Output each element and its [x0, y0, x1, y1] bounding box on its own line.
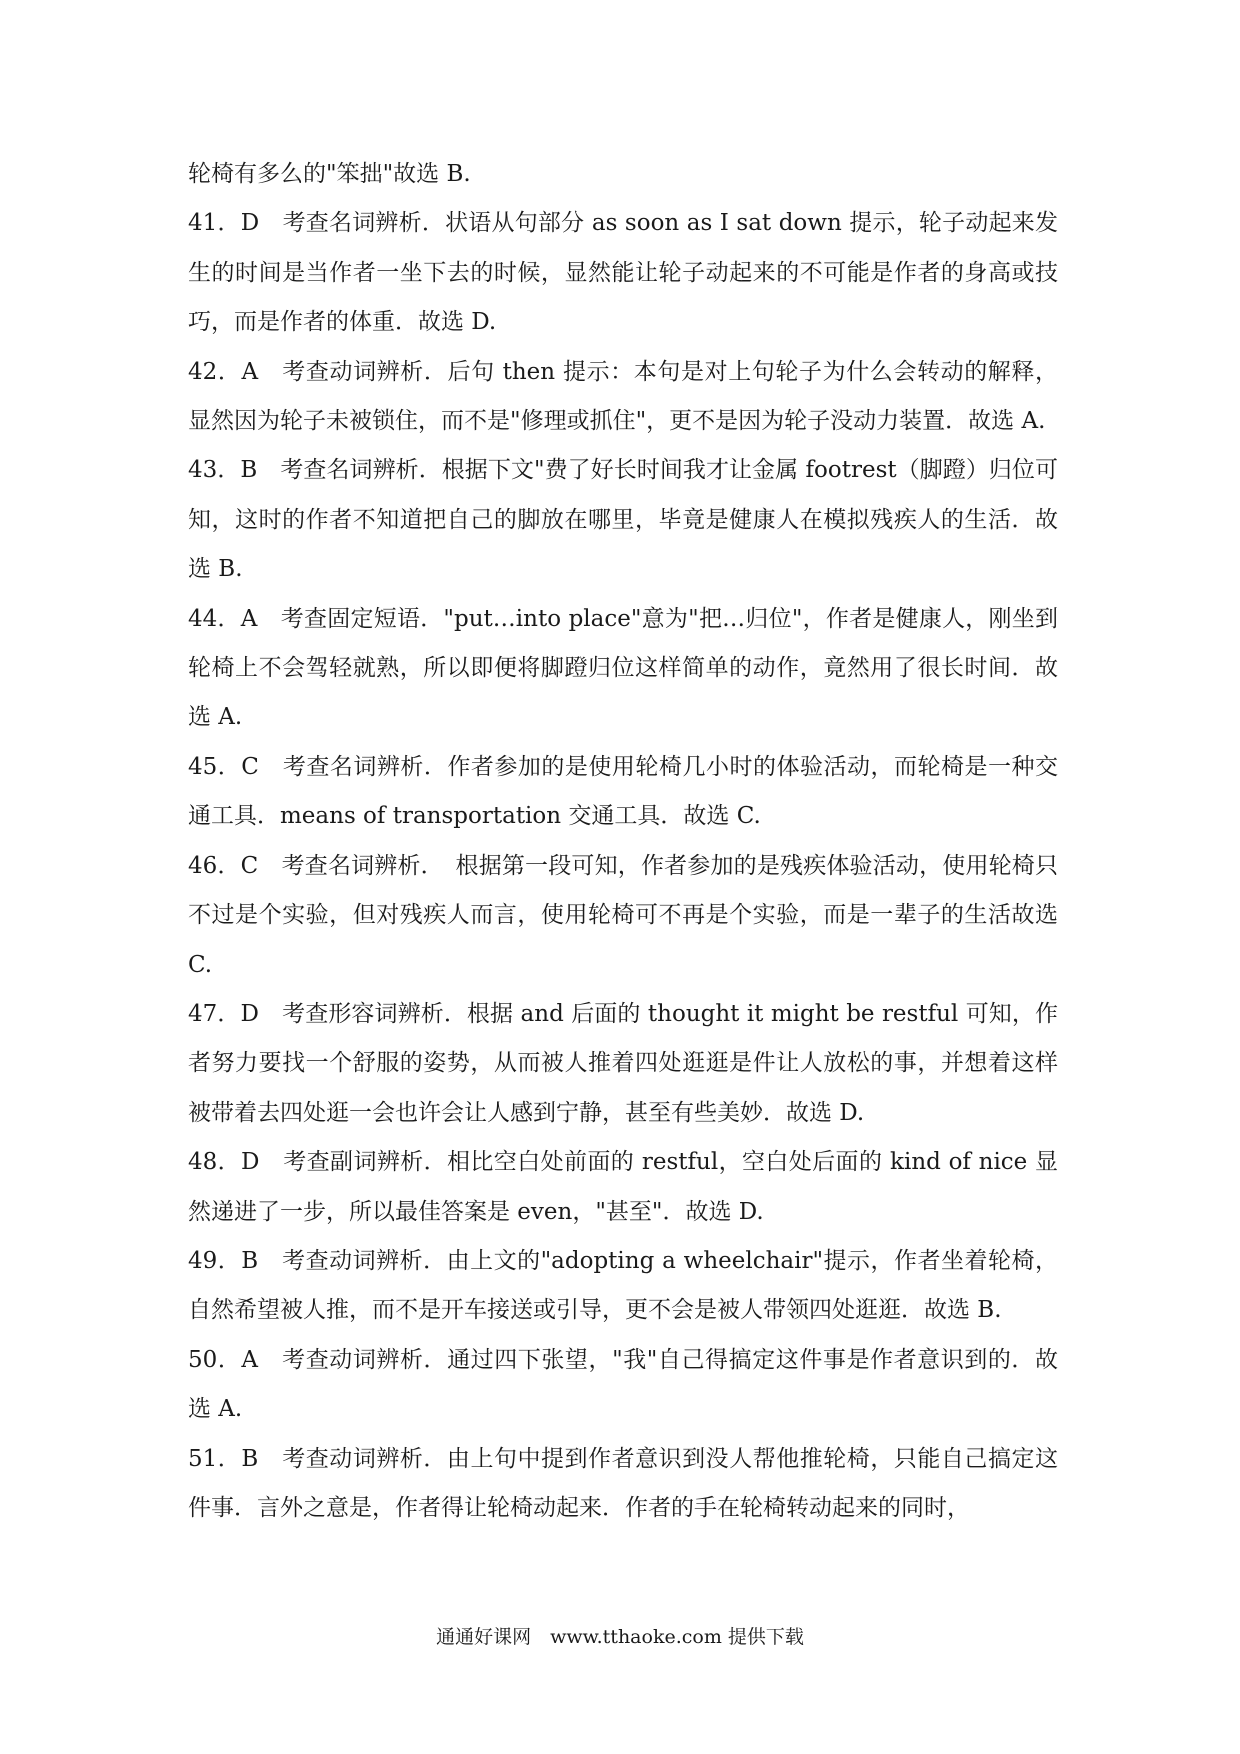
paragraph-q48: 48．D 考查副词辨析．相比空白处前面的 restful，空白处后面的 kind of nice 显然递进了一步，所以最佳答案是 even，"甚至"．故选 D.: [188, 1149, 1058, 1225]
paragraph-q51: 51．B 考查动词辨析．由上句中提到作者意识到没人帮他推轮椅，只能自己搞定这件事．言外之意是，作者得让轮椅动起来．作者的手在轮椅转动起来的同时，: [188, 1445, 1058, 1521]
paragraph-q49: 49．B 考查动词辨析．由上文的"adopting a wheelchair"提示，作者坐着轮椅，自然希望被人推，而不是开车接送或引导，更不会是被人带领四处逛逛．故选 B.: [188, 1247, 1058, 1324]
paragraph-q47: 47．D 考查形容词辨析．根据 and 后面的 thought it might be restful 可知，作者努力要找一个舒服的姿势，从而被人推着四处逛逛是件让人放松的事，并想着这样被带着去四处逛一会也许会让人感到宁静，甚至有些美妙．故选 D.: [188, 1000, 1058, 1126]
paragraph-q41: 41．D 考查名词辨析．状语从句部分 as soon as I sat down 提示，轮子动起来发生的时间是当作者一坐下去的时候，显然能让轮子动起来的不可能是作者的身高或技巧，而是作者的体重．故选 D.: [188, 210, 1058, 336]
paragraph-q43: 43．B 考查名词辨析．根据下文"费了好长时间我才让金属 footrest（脚蹬）归位可知，这时的作者不知道把自己的脚放在哪里，毕竟是健康人在模拟残疾人的生活．故选 B.: [188, 457, 1058, 583]
paragraph-continuation: 轮椅有多么的"笨拙"故选 B.: [188, 161, 471, 187]
paragraph-q42: 42．A 考查动词辨析．后句 then 提示：本句是对上句轮子为什么会转动的解释，显然因为轮子未被锁住，而不是"修理或抓住"，更不是因为轮子没动力装置．故选 A.: [188, 358, 1058, 435]
answer-explanations: [188, 150, 1058, 1533]
page-footer: 通通好课网 www.tthaoke.com 提供下载: [436, 1626, 804, 1648]
paragraph-q45: 45．C 考查名词辨析．作者参加的是使用轮椅几小时的体验活动，而轮椅是一种交通工具．means of transportation 交通工具．故选 C.: [188, 753, 1058, 830]
paragraph-q50: 50．A 考查动词辨析．通过四下张望，"我"自己得搞定这件事是作者意识到的．故选 A.: [188, 1346, 1058, 1423]
paragraph-q44: 44．A 考查固定短语．"put…into place"意为"把…归位"，作者是健康人，刚坐到轮椅上不会驾轻就熟，所以即便将脚蹬归位这样简单的动作，竟然用了很长时间．故选 A.: [188, 605, 1058, 731]
paragraph-q46: 46．C 考查名词辨析． 根据第一段可知，作者参加的是残疾体验活动，使用轮椅只不过是个实验，但对残疾人而言，使用轮椅可不再是个实验，而是一辈子的生活故选 C.: [188, 852, 1058, 978]
